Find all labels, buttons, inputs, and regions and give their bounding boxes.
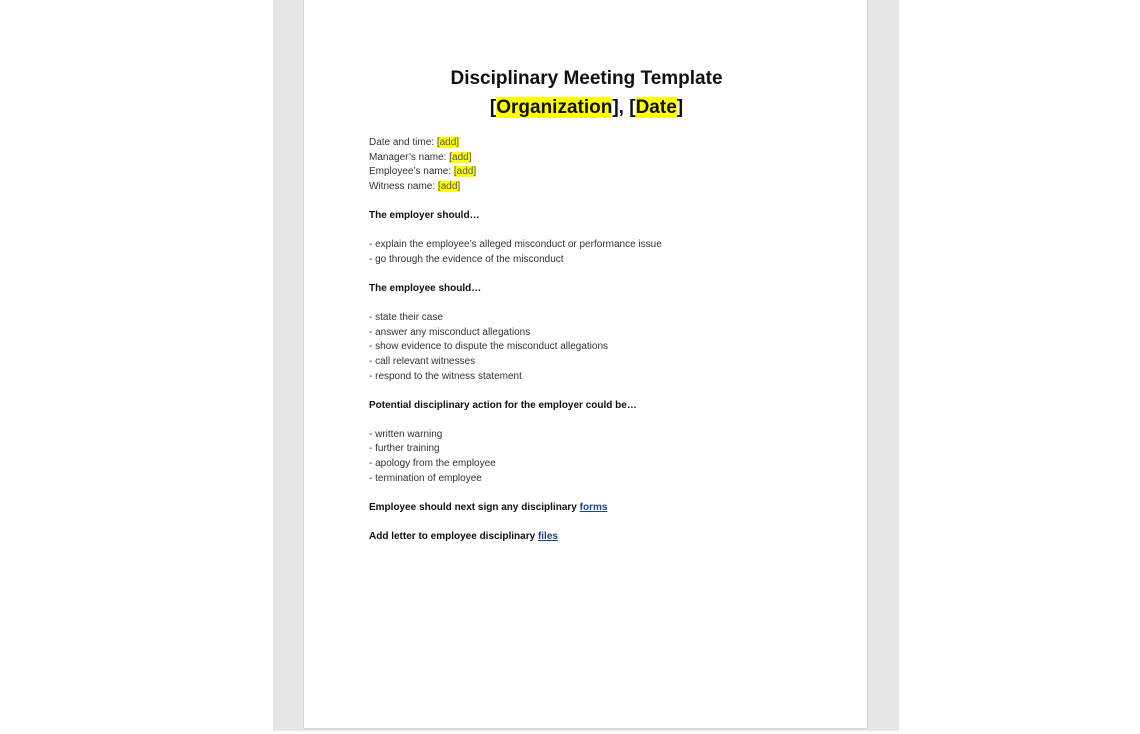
document-page[interactable] bbox=[303, 0, 868, 729]
field-employee-name bbox=[369, 165, 809, 180]
subtitle-open-bracket: [ bbox=[489, 97, 497, 118]
list-item: - respond to the witness statement bbox=[369, 370, 522, 382]
date-placeholder[interactable]: Date bbox=[635, 97, 677, 118]
field-date-time bbox=[369, 136, 809, 151]
document-title: Disciplinary Meeting Template bbox=[450, 68, 723, 89]
field-placeholder[interactable]: [add] bbox=[453, 166, 477, 178]
field-witness-name bbox=[369, 180, 809, 195]
list-item: - state their case bbox=[369, 312, 443, 324]
field-manager-name bbox=[369, 151, 809, 166]
action-heading: Potential disciplinary action for the employer could be… bbox=[369, 399, 637, 411]
list-item: - answer any misconduct allegations bbox=[369, 326, 531, 338]
field-label: Manager’s name: bbox=[369, 151, 450, 163]
list-item: - written warning bbox=[369, 428, 443, 440]
field-label: Employee’s name: bbox=[369, 166, 454, 178]
document-body bbox=[369, 136, 809, 545]
sign-forms-text: Employee should next sign any disciplinary bbox=[369, 501, 580, 513]
add-letter-text: Add letter to employee disciplinary bbox=[369, 531, 538, 543]
organization-placeholder[interactable]: Organization bbox=[496, 97, 613, 118]
document-subtitle bbox=[304, 93, 869, 122]
field-placeholder[interactable]: [add] bbox=[436, 137, 460, 148]
files-link[interactable]: files bbox=[537, 531, 558, 543]
title-block bbox=[304, 64, 869, 122]
field-placeholder[interactable]: [add] bbox=[437, 180, 461, 192]
list-item: - apology from the employee bbox=[369, 458, 496, 470]
subtitle-close-bracket: ] bbox=[676, 97, 684, 118]
employee-heading: The employee should… bbox=[369, 282, 482, 294]
list-item: - go through the evidence of the misconduct bbox=[369, 253, 564, 265]
subtitle-separator: ], [ bbox=[612, 97, 636, 118]
employer-heading: The employer should… bbox=[369, 209, 480, 221]
field-label: Witness name: bbox=[369, 180, 438, 192]
forms-link[interactable]: forms bbox=[579, 501, 608, 513]
document-workspace bbox=[273, 0, 899, 731]
add-letter-line bbox=[369, 530, 809, 545]
list-item: - explain the employee’s alleged misconduct or performance issue bbox=[369, 239, 662, 251]
list-item: - further training bbox=[369, 443, 440, 455]
list-item: - call relevant witnesses bbox=[369, 355, 476, 367]
field-label: Date and time: bbox=[369, 137, 437, 148]
sign-forms-line bbox=[369, 501, 809, 516]
list-item: - termination of employee bbox=[369, 472, 482, 484]
field-placeholder[interactable]: [add] bbox=[449, 151, 472, 163]
list-item: - show evidence to dispute the misconduct allegations bbox=[369, 341, 609, 353]
